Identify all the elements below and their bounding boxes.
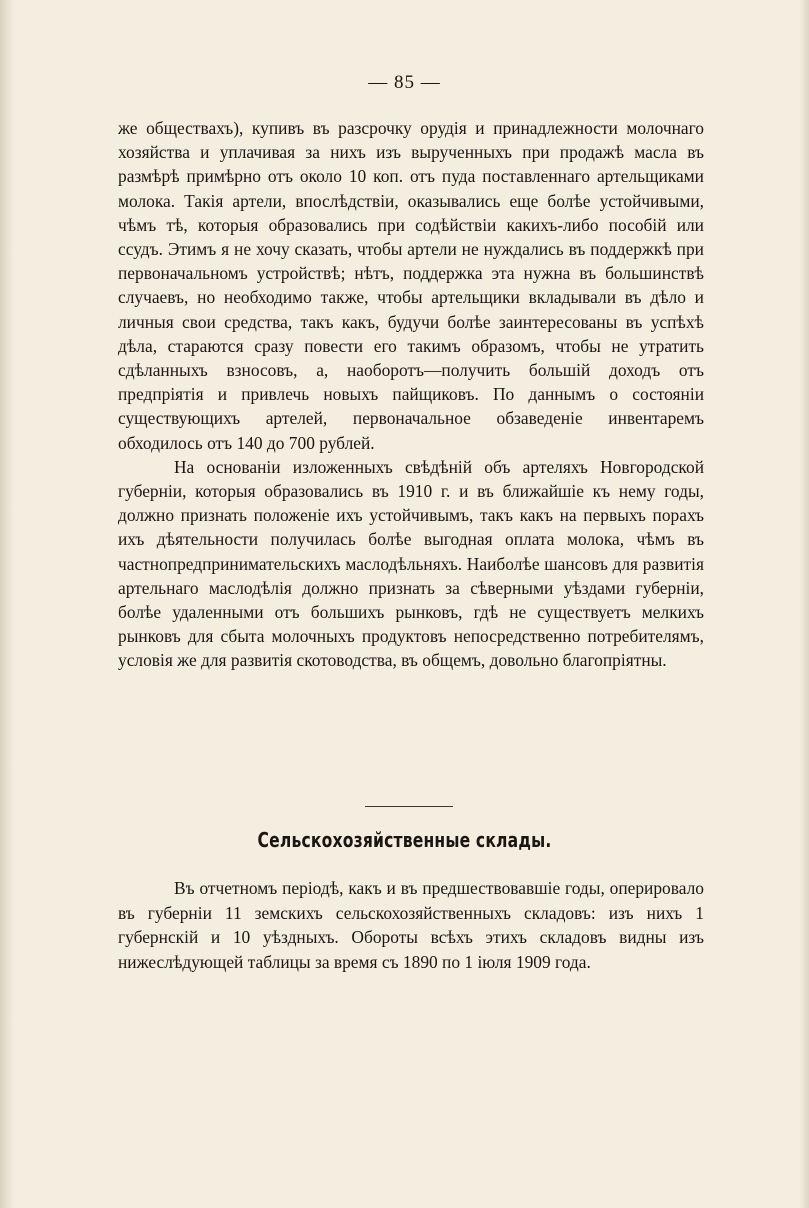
body-text-lower — [118, 876, 704, 974]
section-divider — [365, 806, 453, 807]
page-edge-left — [0, 0, 14, 1208]
paragraph-continuation: же обществахъ), купивъ въ разсрочку орудія и принадлежности молочнаго хозяйства и уплачивая за нихъ изъ вырученныхъ при продажѣ масла въ размѣрѣ примѣрно отъ около 10 коп. отъ пуда поставленнаго артельщиками молока. Такія артели, впослѣдствіи, оказывались еще болѣе устойчивыми, чѣмъ тѣ, которыя образовались при содѣйствіи какихъ-либо пособій или ссудъ. Этимъ я не хочу сказать, чтобы артели не нуждались въ поддержкѣ при первоначальномъ устройствѣ; нѣтъ, поддержка эта нужна въ большинствѣ случаевъ, но необходимо также, чтобы артельщики вкладывали въ дѣло и личныя свои средства, такъ какъ, будучи болѣе заинтересованы въ успѣхѣ дѣла, стараются сразу повести его такимъ образомъ, чтобы не утратить сдѣланныхъ взносовъ, а, наоборотъ—получить большій доходъ отъ предпріятія и привлечь новыхъ пайщиковъ. По даннымъ о состояніи существующихъ артелей, первоначальное обзаведеніе инвентаремъ обходилось отъ 140 до 700 рублей. — [118, 118, 704, 453]
section-heading: Сельскохозяйственные склады. — [257, 828, 552, 852]
paragraph-conclusion: На основаніи изложенныхъ свѣдѣній объ артеляхъ Новгородской губерніи, которыя образовались въ 1910 г. и въ ближайшіе къ нему годы, должно признать положеніе ихъ устойчивымъ, такъ какъ на первыхъ порахъ ихъ дѣятельности получилась болѣе выгодная оплата молока, чѣмъ въ частнопредпринимательскихъ маслодѣльняхъ. Наиболѣе шансовъ для развитія артельнаго маслодѣлія должно признать за сѣверными уѣздами губерніи, болѣе удаленными отъ большихъ рынковъ, гдѣ не существуетъ мелкихъ рынковъ для сбыта молочныхъ продуктовъ непосредственно потребителямъ, условія же для развитія скотоводства, въ общемъ, довольно благопріятны. — [118, 456, 704, 671]
body-text-upper — [118, 116, 704, 673]
page-edge-right — [799, 0, 809, 1208]
paragraph-warehouses: Въ отчетномъ періодѣ, какъ и въ предшествовавшіе годы, оперировало въ губерніи 11 земскихъ сельскохозяйственныхъ складовъ: изъ нихъ 1 губернскій и 10 уѣздныхъ. Обороты всѣхъ этихъ складовъ видны изъ нижеслѣдующей таблицы за время съ 1890 по 1 іюля 1909 года. — [118, 878, 704, 972]
page-number: — 85 — — [368, 72, 441, 93]
